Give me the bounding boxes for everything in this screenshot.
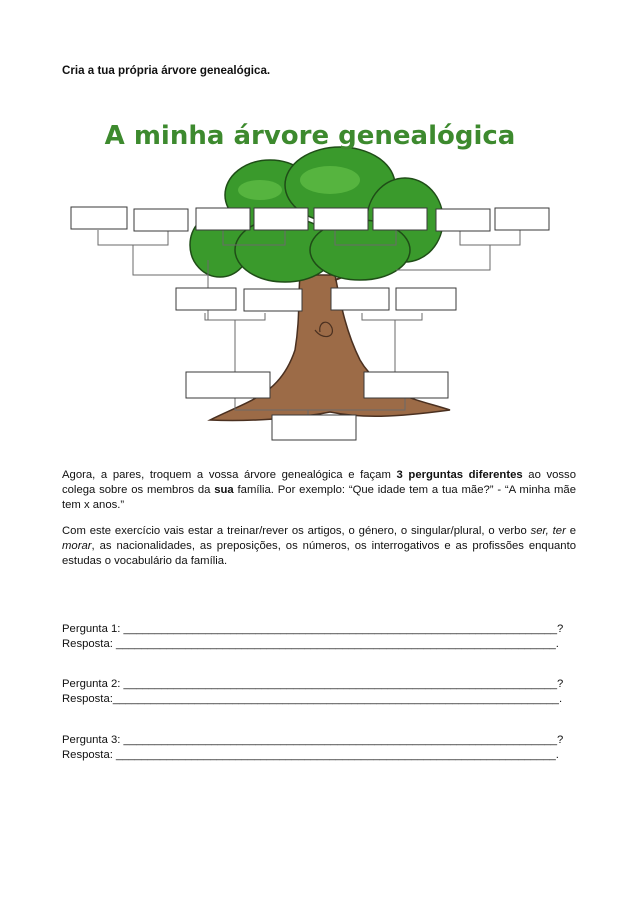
paragraph2-italic-b: morar [62,540,92,552]
paragraph1-bold-b: sua [214,484,234,496]
family-box-12[interactable] [396,288,456,310]
instructions-paragraph-2 [62,524,576,569]
answer-2-line[interactable]: Resposta:_______________________________________________________________________. [62,693,563,705]
paragraph1-text-b: ao vosso colega sobre os membros da [62,469,576,496]
family-box-2[interactable] [134,209,188,231]
family-box-15[interactable] [272,415,356,440]
family-box-11[interactable] [331,288,389,310]
family-box-10[interactable] [244,289,302,311]
paragraph1-bold-a: 3 perguntas diferentes [396,469,523,481]
family-box-13[interactable] [186,372,270,398]
paragraph1-text-a: Agora, a pares, troquem a vossa árvore genealógica e façam [62,469,397,481]
family-box-1[interactable] [71,207,127,229]
family-tree-illustration [60,100,560,450]
question-block-2 [62,677,582,707]
question-block-3 [62,733,582,763]
family-box-5[interactable] [314,208,368,230]
question-1-line[interactable]: Pergunta 1: _____________________________________________________________________? [62,623,564,635]
family-box-3[interactable] [196,208,250,230]
paragraph2-text-b: e [565,525,577,537]
paragraph1-text-c: família. Por exemplo: “Que idade tem a tua mãe?” - “A minha mãe tem x anos.” [62,484,576,511]
instructions-paragraph-1 [62,468,576,513]
paragraph2-text-c: , as nacionalidades, as preposições, os números, os interrogativos e as profissões enquanto estudas o vocabulário da família. [62,540,576,567]
family-box-8[interactable] [495,208,549,230]
question-3-line[interactable]: Pergunta 3: _____________________________________________________________________? [62,734,564,746]
question-2-line[interactable]: Pergunta 2: _____________________________________________________________________? [62,678,564,690]
paragraph2-text-a: Com este exercício vais estar a treinar/rever os artigos, o género, o singular/plural, o verbo [62,525,531,537]
answer-3-line[interactable]: Resposta: ______________________________________________________________________. [62,749,559,761]
paragraph2-italic-a: ser, ter [530,525,566,537]
family-box-14[interactable] [364,372,448,398]
family-tree-diagram [60,100,560,450]
page-instruction: Cria a tua própria árvore genealógica. [62,64,271,77]
family-box-4[interactable] [254,208,308,230]
family-box-9[interactable] [176,288,236,310]
question-block-1 [62,622,582,652]
family-box-6[interactable] [373,208,427,230]
family-box-7[interactable] [436,209,490,231]
tree-title: A minha árvore genealógica [104,121,516,151]
answer-1-line[interactable]: Resposta: ______________________________________________________________________. [62,638,559,650]
